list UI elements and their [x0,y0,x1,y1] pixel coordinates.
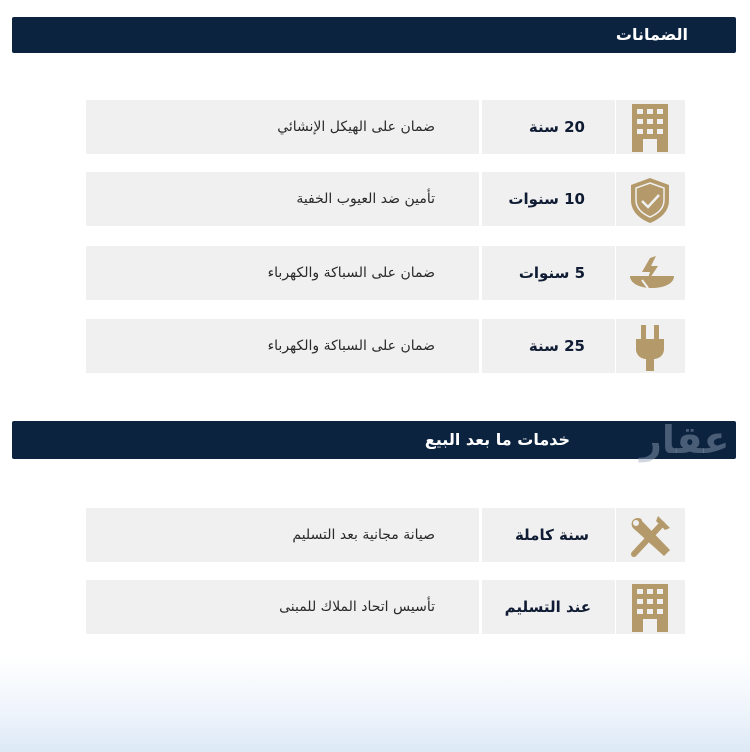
row-duration: 25 سنة [528,337,585,355]
broken-pipe-icon [628,250,676,298]
table-row [86,172,685,226]
section-header-after-sales [12,421,736,459]
tools-icon [628,512,674,560]
row-description: ضمان على السباكة والكهرباء [267,338,435,354]
row-duration: 5 سنوات [518,264,585,282]
row-duration: سنة كاملة [514,526,589,544]
row-duration: 20 سنة [528,118,585,136]
row-description: تأمين ضد العيوب الخفية [296,191,435,207]
section-header-guarantees [12,17,736,53]
row-description: تأسيس اتحاد الملاك للمبنى [279,599,435,615]
table-row [86,580,685,634]
bottom-fade [0,655,750,752]
table-row [86,100,685,154]
row-description: صيانة مجانية بعد التسليم [292,527,435,543]
table-row [86,508,685,562]
table-row [86,319,685,373]
watermark-logo: عقار [640,418,730,462]
building-icon [628,104,672,152]
plug-icon [628,323,672,371]
row-duration: 10 سنوات [508,190,585,208]
section-title: خدمات ما بعد البيع [424,430,570,449]
table-row [86,246,685,300]
row-description: ضمان على الهيكل الإنشائي [277,119,435,135]
shield-check-icon [628,176,672,224]
building-icon [628,584,672,632]
section-title: الضمانات [615,25,688,44]
row-description: ضمان على السباكة والكهرباء [267,265,435,281]
row-duration: عند التسليم [504,598,591,616]
